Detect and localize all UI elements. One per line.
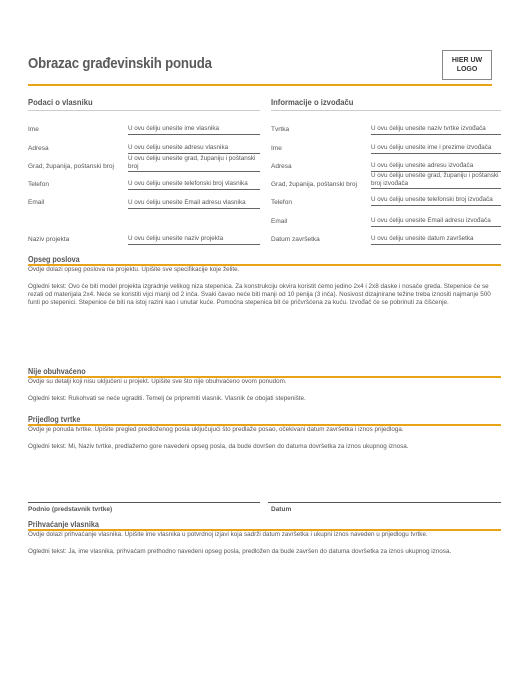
contractor-email-field[interactable]: U ovu ćeliju unesite Email adresu izvođača — [371, 217, 501, 227]
contractor-email-label: Email — [271, 218, 288, 225]
completion-date-field[interactable]: U ovu ćeliju unesite datum završetka — [371, 235, 501, 245]
contractor-heading-rule — [271, 110, 501, 111]
owner-heading-rule — [28, 110, 260, 111]
contractor-heading: Informacije o izvođaču — [271, 97, 354, 107]
acceptance-sample[interactable]: Ogledni tekst: Ja, ime vlasnika, prihvaćam prethodno navedeni opseg posla, predložen da bude završen do datuma dovršetka za iznos ukupnog iznosa. — [28, 548, 452, 555]
acceptance-intro[interactable]: Ovdje dolazi prihvaćanje vlasnika. Upišite ime vlasnika u potvrdnoj izjavi koja sadrži datum završetka i ukupni iznos naveden u prijedlogu tvrtke. — [28, 531, 428, 538]
excluded-intro[interactable]: Ovdje su detalji koji nisu uključeni u projekt. Upišite sve što nije obuhvaćeno ovom ponudom. — [28, 378, 287, 385]
excluded-sample[interactable]: Ogledni tekst: Rukohvati se neće ugraditi. Temelj će pripremiti vlasnik. Vlasnik će obojati stepenište. — [28, 395, 306, 402]
owner-phone-label: Telefon — [28, 181, 49, 188]
owner-address-label: Adresa — [28, 145, 49, 152]
owner-phone-field[interactable]: U ovu ćeliju unesite telefonski broj vlasnika — [128, 180, 260, 190]
owner-address-field[interactable]: U ovu ćeliju unesite adresu vlasnika — [128, 144, 260, 154]
contractor-company-field[interactable]: U ovu ćeliju unesite naziv tvrtke izvođača — [371, 125, 501, 135]
owner-heading: Podaci o vlasniku — [28, 97, 93, 107]
excluded-heading: Nije obuhvaćeno — [28, 367, 86, 376]
submitted-by-line[interactable] — [28, 502, 260, 503]
project-name-field[interactable]: U ovu ćeliju unesite naziv projekta — [128, 235, 260, 245]
contractor-city-label: Grad, županija, poštanski broj — [271, 181, 357, 188]
scope-heading: Opseg poslova — [28, 255, 80, 264]
scope-sample[interactable]: Ogledni tekst: Ovo će biti model projekta izgradnje velikog niza stepenica. Za konstrukciju okvira koristit ćemo jedino 2x4 i 2x8 daske i nosače greda. Stepenice će se rezati od materijala 2x4. Neće se koristiti vijci manji od 2 inča. Svaki čavao neće biti manji od 10 penija (3 inča). Nosivost dizajnirane težine treba iznositi najmanje 500 funti po stepenici. Stepenice će biti na istoj razini kao i unutar kuće. Pomoćna stepenica bit će pričvršćena za kuću. Izvođač će se pobrinuti za čišćenje. — [28, 283, 491, 306]
contractor-name-label: Ime — [271, 145, 282, 152]
proposal-sample[interactable]: Ogledni tekst: Mi, Naziv tvrtke, predlažemo gore navedeni opseg posla, da bude dovršen do datuma dovršetka za iznos ukupnog iznosa. — [28, 443, 409, 450]
contractor-name-field[interactable]: U ovu ćeliju unesite ime i prezime izvođača — [371, 144, 501, 154]
owner-name-label: Ime — [28, 126, 39, 133]
proposal-heading: Prijedlog tvrtke — [28, 415, 81, 424]
proposal-intro[interactable]: Ovdje je ponuda tvrtke. Upišite pregled predloženog posla uključujući što predlaže posao, očekivani datum završetka i iznos prijedloga. — [28, 426, 404, 433]
page-title: Obrazac građevinskih ponuda — [28, 55, 212, 72]
owner-name-field[interactable]: U ovu ćeliju unesite ime vlasnika — [128, 125, 260, 135]
contractor-phone-label: Telefon — [271, 199, 292, 206]
contractor-company-label: Tvrtka — [271, 126, 290, 133]
date-line[interactable] — [268, 502, 501, 503]
owner-city-field[interactable]: U ovu ćeliju unesite grad, županiju i poštanski broj — [128, 155, 260, 172]
header-rule — [28, 84, 492, 86]
logo-line-1: HIER UW — [451, 57, 483, 64]
contractor-address-label: Adresa — [271, 163, 292, 170]
owner-email-label: Email — [28, 199, 45, 206]
logo-line-2: LOGO — [456, 66, 478, 73]
contractor-phone-field[interactable]: U ovu ćeliju unesite telefonski broj izvođača — [371, 196, 501, 206]
acceptance-heading: Prihvaćanje vlasnika — [28, 520, 99, 529]
contractor-city-field[interactable]: U ovu ćeliju unesite grad, županiju i poštanski broj izvođača — [371, 172, 501, 189]
completion-date-label: Datum završetka — [271, 236, 320, 243]
contractor-address-field[interactable]: U ovu ćeliju unesite adresu izvođača — [371, 162, 501, 172]
scope-intro[interactable]: Ovdje dolazi opseg poslova na projektu. Upišite sve specifikacije koje želite. — [28, 266, 240, 273]
owner-city-label: Grad, županija, poštanski broj — [28, 163, 114, 170]
owner-email-field[interactable]: U ovu ćeliju unesite Email adresu vlasnika — [128, 199, 260, 209]
date-label: Datum — [271, 506, 292, 513]
submitted-by-label: Podnio (predstavnik tvrtke) — [28, 506, 113, 513]
logo-placeholder — [442, 50, 492, 80]
project-name-label: Naziv projekta — [28, 236, 70, 243]
